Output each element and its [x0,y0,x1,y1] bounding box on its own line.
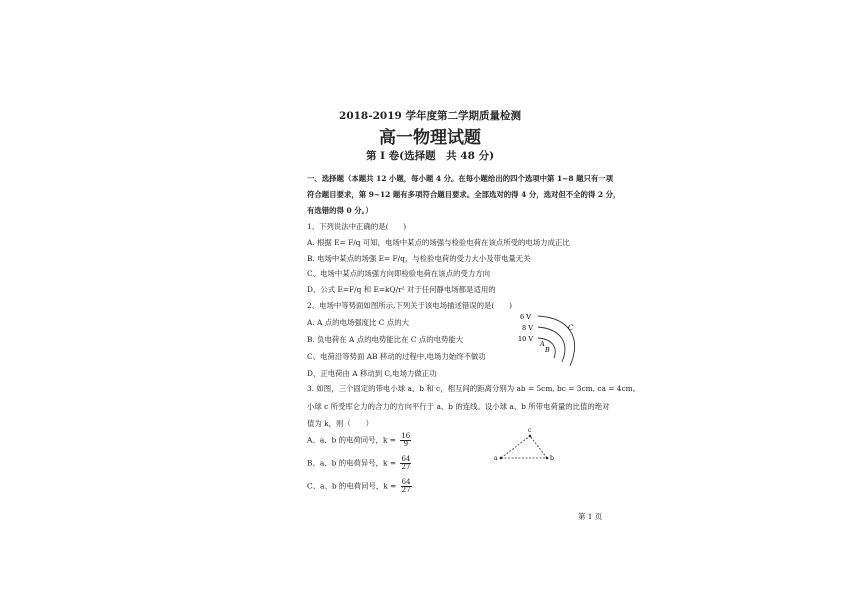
q1-option-d: D、公式 E=F/q 和 E=kQ/r² 对于任何静电场都是适用的 [307,285,496,294]
q3-option-c [307,479,412,494]
side-ac [501,436,530,458]
q1-option-a: A. 根据 E= F/q 可知，电场中某点的场强与检验电荷在该点所受的电场力成正比 [307,238,570,247]
charge-c [529,435,532,438]
section-instructions-line1: 一、选择题（本题共 12 小题，每小题 4 分。在每小题给出的四个选项中第 1~8 题只有一项 [307,174,614,183]
q3-option-b-text: B、a、b 的电荷异号，k = [307,458,397,468]
label-a: a [494,455,498,462]
q2-option-d: D、正电荷由 A 移动到 C,电场力做正功 [307,369,437,378]
label-6v: 6 V [520,313,531,321]
label-b: b [550,455,554,462]
q2-stem: 2、电场中等势面如图所示,下列关于该电场描述错误的是( ) [307,301,512,310]
fraction-numerator: 64 [401,478,411,486]
charge-a [500,457,503,460]
charge-b [546,457,549,460]
fraction-denominator: 27 [401,486,411,494]
section-instructions-line2: 符合题目要求，第 9~12 题有多项符合题目要求。全部选对的得 4 分，选对但不全的得 2 分， [307,190,621,199]
q1-stem: 1、下列说法中正确的是( ) [307,222,407,231]
fraction-numerator: 64 [401,455,411,463]
q1-option-b: B. 电场中某点的场强 E= F/q，与检验电荷的受力大小及带电量无关 [307,254,531,263]
q3-stem-line1: 3. 如图，三个固定的带电小球 a、b 和 c，相互间的距离分别为 ab = 5cm, bc = 3cm, ca = 4cm。 [307,384,641,393]
label-point-a: A [540,340,545,348]
label-10v: 10 V [518,335,534,343]
label-c: c [528,427,532,434]
q3-option-b [307,456,411,471]
q3-option-c-fraction [401,479,412,494]
q2-option-a: A. A 点的电场强度比 C 点的大 [307,318,409,327]
label-point-c: C [568,324,574,332]
label-8v: 8 V [522,324,533,332]
q3-option-b-fraction [400,456,411,471]
section-instructions-line3: 有选错的得 0 分。） [307,206,373,215]
triangle-figure [492,425,556,465]
q1-option-c: C、电场中某点的场强方向即检验电荷在该点的受力方向 [307,269,491,278]
q3-option-a-text: A、a、b 的电荷同号，k = [307,435,396,445]
q3-option-a-fraction [400,433,411,448]
q2-option-b: B. 负电荷在 A 点的电势能比在 C 点的电势能大 [307,335,464,344]
fraction-denominator: 27 [401,463,411,471]
exam-year-title: 2018-2019 学年度第二学期质量检测 [339,110,521,122]
q3-option-a [307,433,411,448]
side-bc [530,436,547,458]
q3-stem-line3: 值为 k，则（ ） [307,419,373,428]
fraction-denominator: 9 [403,440,409,448]
equipotential-figure [518,308,588,370]
q2-option-c: C、电荷沿等势面 AB 移动的过程中,电场力始终不做功 [307,352,486,361]
label-point-b: B [545,346,550,354]
exam-part-title: 第 Ⅰ 卷(选择题 共 48 分) [365,150,495,162]
q3-stem-line2: 小球 c 所受库仑力的合力的方向平行于 a、b 的连线。设小球 a、b 所带电荷量的比值的绝对 [307,402,610,411]
exam-subject-title: 高一物理试题 [379,128,481,148]
page-number: 第 1 页 [578,512,603,521]
fraction-numerator: 16 [401,432,411,440]
q3-option-c-text: C、a、b 的电荷同号，k = [307,481,397,491]
